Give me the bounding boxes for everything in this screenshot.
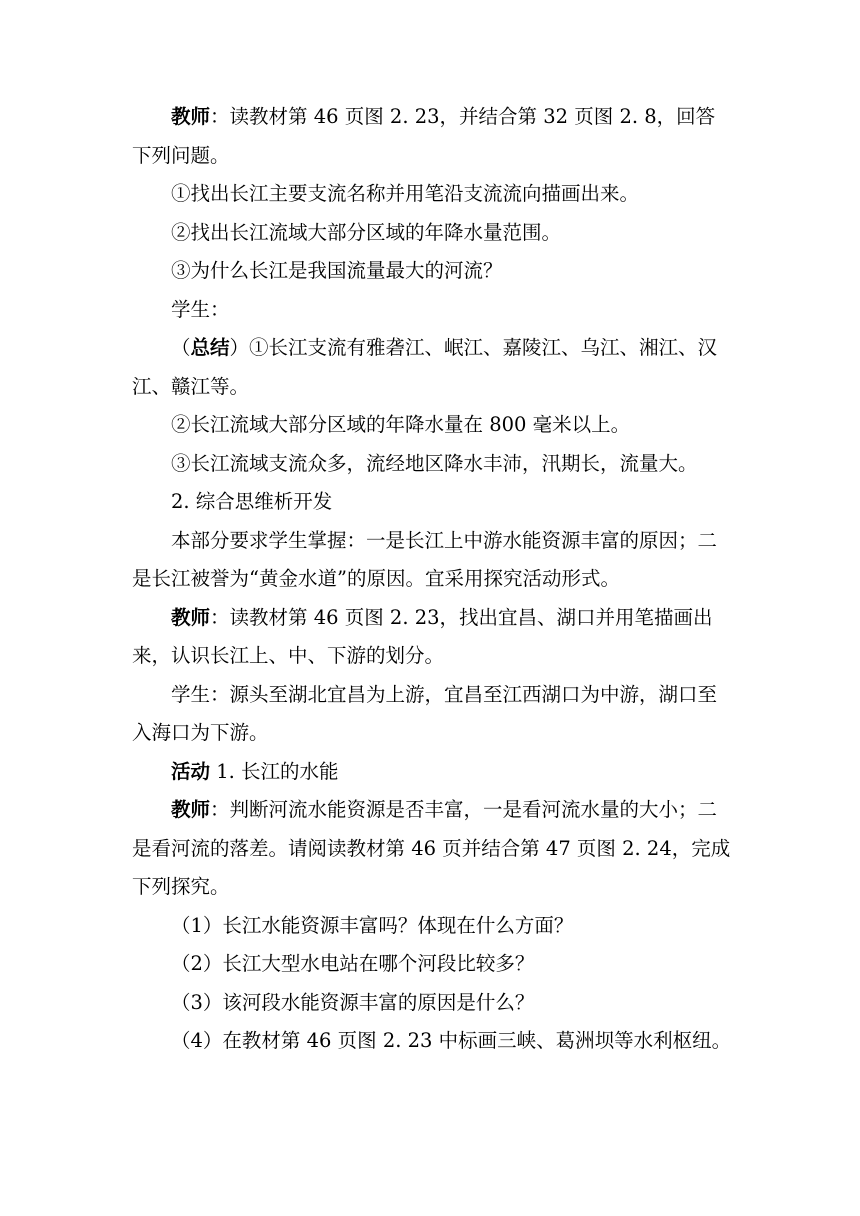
answer-2: ②长江流域大部分区域的年降水量在 800 毫米以上。 (171, 413, 631, 436)
summary-paragraph (132, 329, 732, 406)
question-2: ②找出长江流域大部分区域的年降水量范围。 (171, 220, 562, 244)
teacher-paragraph-1 (132, 98, 732, 175)
activity-heading (132, 753, 732, 792)
teacher-paragraph-2 (132, 599, 732, 676)
question-1: ①找出长江主要支流名称并用笔沿支流流向描画出来。 (171, 182, 640, 205)
answer-3: ③长江流域支流众多，流经地区降水丰沛，汛期长，流量大。 (171, 451, 698, 475)
teacher-label: 教师 (171, 105, 211, 128)
activity-title: 1. 长江的水能 (210, 759, 339, 783)
activity-label: 活动 (171, 759, 211, 783)
document-page (132, 98, 732, 1061)
teacher-text: ：读教材第 46 页图 2. 23，并结合第 32 页图 2. 8，回答下列问题。 (132, 105, 716, 167)
student-answer: 学生：源头至湖北宜昌为上游，宜昌至江西湖口为中游，湖口至入海口为下游。 (132, 682, 718, 744)
teacher-label: 教师 (171, 798, 211, 821)
teacher-text: ：判断河流水能资源是否丰富，一是看河流水量的大小；二是看河流的落差。请阅读教材第 46 页并结合第 47 页图 2. 24，完成下列探究。 (132, 798, 731, 898)
inquiry-1: （1）长江水能资源丰富吗？体现在什么方面？ (171, 913, 574, 937)
student-label: 学生： (171, 297, 230, 321)
summary-text: ）①长江支流有雅砻江、岷江、嘉陵江、乌江、湘江、汉江、赣江等。 (132, 336, 718, 398)
summary-open: （ (171, 336, 191, 359)
inquiry-3: （3）该河段水能资源丰富的原因是什么？ (171, 990, 535, 1014)
teacher-paragraph-3 (132, 791, 732, 907)
intro-paragraph: 本部分要求学生掌握：一是长江上中游水能资源丰富的原因；二是长江被誉为“黄金水道”的原因。宜采用探究活动形式。 (132, 528, 718, 590)
summary-label: 总结 (190, 336, 230, 359)
inquiry-2: （2）长江大型水电站在哪个河段比较多？ (171, 952, 535, 975)
question-3: ③为什么长江是我国流量最大的河流？ (171, 259, 503, 282)
teacher-text: ：读教材第 46 页图 2. 23，找出宜昌、湖口并用笔描画出来，认识长江上、中、下游的划分。 (132, 605, 713, 667)
teacher-label: 教师 (171, 605, 211, 629)
section-heading: 2. 综合思维析开发 (171, 490, 333, 513)
inquiry-4: （4）在教材第 46 页图 2. 23 中标画三峡、葛洲坝等水利枢纽。 (171, 1029, 732, 1052)
